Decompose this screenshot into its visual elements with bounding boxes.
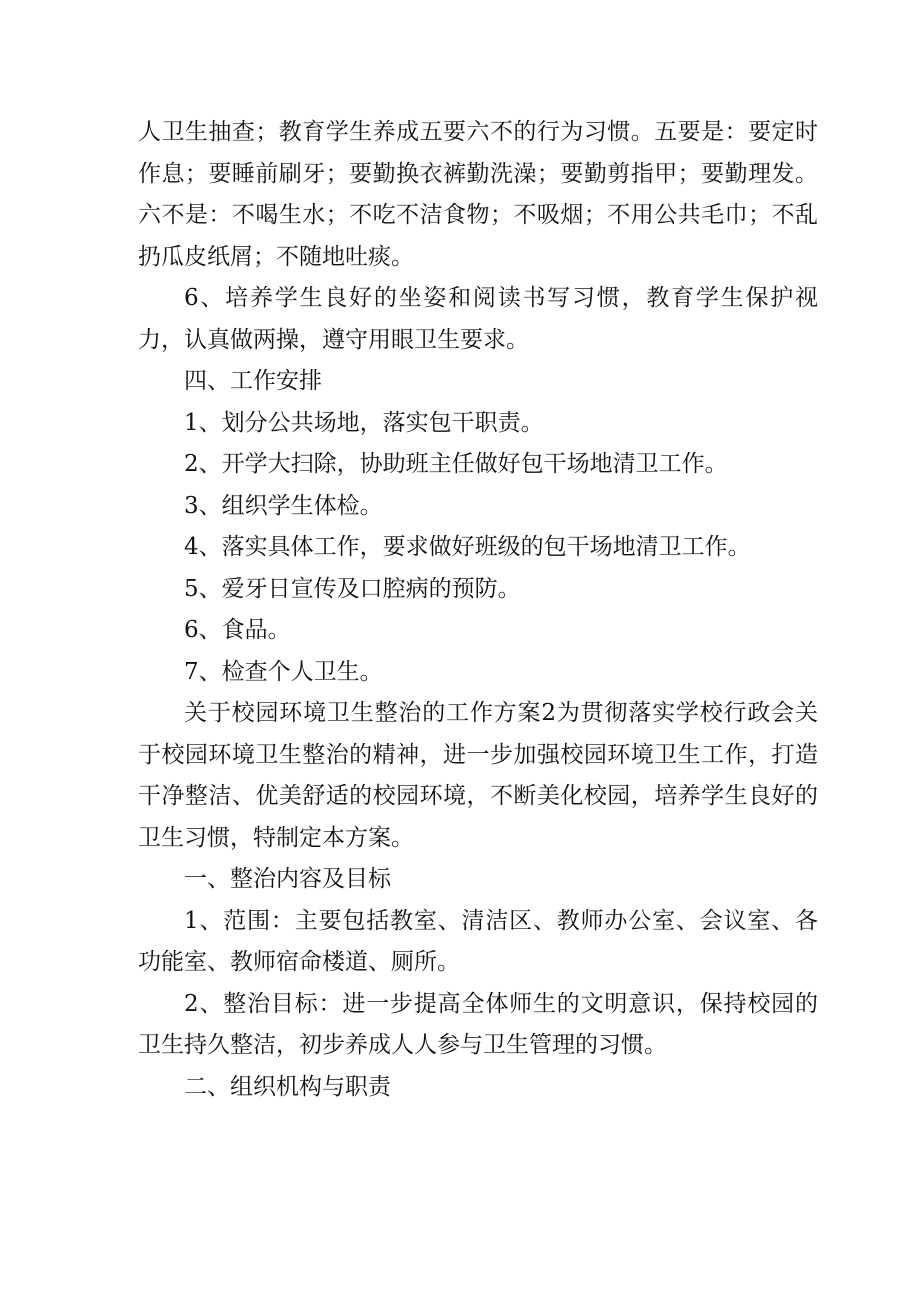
paragraph-item-3-checkup: 3、组织学生体检。 — [184, 492, 383, 519]
paragraph-plan-2-intro: 关于校园环境卫生整治的工作方案2为贯彻落实学校行政会关于校园环境卫生整治的精神，进一步加强校园环境卫生工作，打造干净整洁、优美舒适的校园环境，不断美化校园，培养学生良好的卫生习惯，特制定本方案。 — [138, 700, 818, 851]
paragraph-hygiene-habits: 人卫生抽查；教育学生养成五要六不的行为习惯。五要是：要定时作息；要睡前刷牙；要勤换衣裤勤洗澡；要勤剪指甲；要勤理发。六不是：不喝生水；不吃不洁食物；不吸烟；不用公共毛巾；不乱扔瓜皮纸屑；不随地吐痰。 — [138, 119, 818, 270]
paragraph-item-6-food: 6、食品。 — [184, 617, 291, 643]
section-heading-organization: 二、组织机构与职责 — [184, 1073, 391, 1100]
document-body — [138, 112, 818, 1108]
section-heading-work-arrangement: 四、工作安排 — [184, 368, 322, 394]
paragraph-item-2-goals: 2、整治目标：进一步提高全体师生的文明意识，保持校园的卫生持久整洁，初步养成人人参与卫生管理的习惯。 — [138, 990, 818, 1058]
paragraph-item-1-scope: 1、范围：主要包括教室、清洁区、教师办公室、会议室、各功能室、教师宿命楼道、厕所。 — [138, 907, 818, 975]
paragraph-item-7-personal-hygiene: 7、检查个人卫生。 — [184, 658, 383, 685]
paragraph-item-1-public-area: 1、划分公共场地，落实包干职责。 — [184, 409, 544, 436]
paragraph-item-6-posture: 6、培养学生良好的坐姿和阅读书写习惯，教育学生保护视力，认真做两操，遵守用眼卫生要求。 — [138, 285, 818, 353]
section-heading-content-goals: 一、整治内容及目标 — [184, 866, 391, 892]
paragraph-item-4-implementation: 4、落实具体工作，要求做好班级的包干场地清卫工作。 — [184, 534, 751, 560]
paragraph-item-5-dental: 5、爱牙日宣传及口腔病的预防。 — [184, 575, 521, 602]
paragraph-item-2-cleaning: 2、开学大扫除，协助班主任做好包干场地清卫工作。 — [184, 451, 728, 477]
